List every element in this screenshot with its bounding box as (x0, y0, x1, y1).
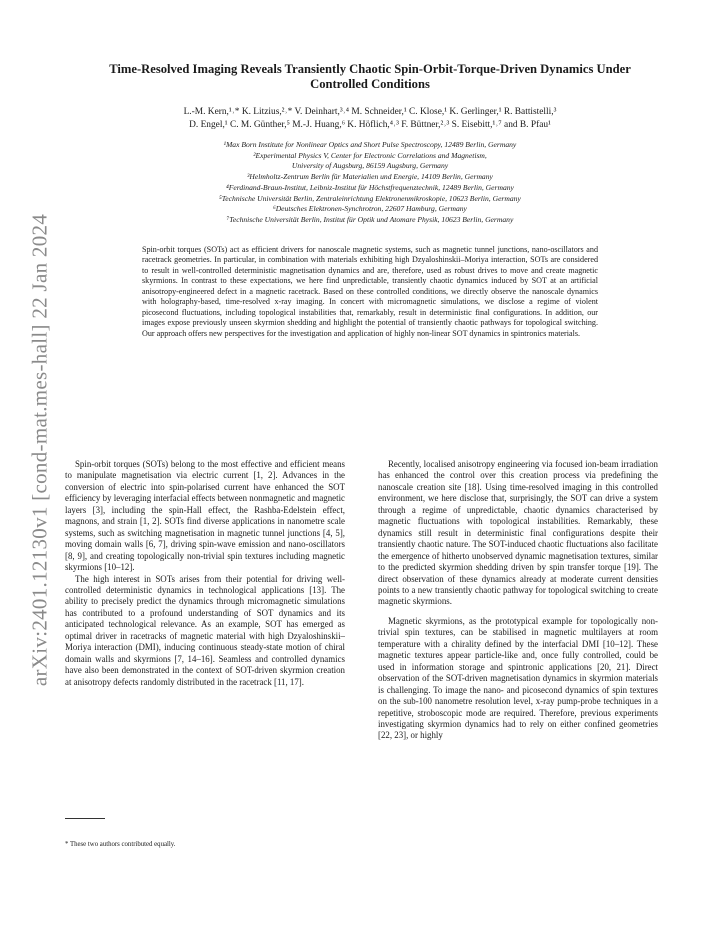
paper-title: Time-Resolved Imaging Reveals Transiently Chaotic Spin-Orbit-Torque-Driven Dynamics Under Controlled Conditions (109, 62, 631, 91)
affiliation: ⁷Technische Universität Berlin, Institut für Optik und Atomare Physik, 10623 Berlin, Germany (226, 214, 514, 224)
affiliation-list (80, 140, 660, 226)
paragraph: Spin-orbit torques (SOTs) belong to the most effective and efficient means to manipulate magnetisation via electric current [1, 2]. Advances in the conversion of electric into spin-polarised current have enhanced the SOT efficiency by leveraging interfacial effects between nonmagnetic and magnetic layers [3], including the spin-Hall effect, the Rashba-Edelstein effect, magnons, and strain [1, 2]. SOTs find diverse applications in nanometre scale systems, such as switching magnetisation in magnetic tunnel junctions [4, 5], moving domain walls [6, 7], driving spin-wave emission and nano-oscillators [8, 9], and creating topologically non-trivial spin textures including magnetic skyrmions [10–12]. (65, 459, 345, 573)
body-column-left (65, 459, 345, 688)
affiliation: ⁴Ferdinand-Braun-Institut, Leibniz-Institut für Höchstfrequenztechnik, 12489 Berlin, Germany (226, 182, 514, 192)
author-line: D. Engel,¹ C. M. Günther,⁵ M.-J. Huang,⁶ K. Höflich,⁴˒³ F. Büttner,²˒³ S. Eisebitt,¹˒⁷ and B. Pfau¹ (189, 120, 551, 130)
paragraph: Recently, localised anisotropy engineering via focused ion-beam irradiation has enhanced the control over this creation process via predefining the nanoscale creation site [18]. Using time-resolved imaging in this controlled environment, we here disclose that, surprisingly, the SOT can drive a system through a regime of unpredictable, chaotic dynamics characterised by magnetic fluctuations with topological instabilities. Remarkably, these dynamics still result in deterministic final configurations despite their transiently chaotic nature. The SOT-induced chaotic fluctuations also facilitate the emergence of hitherto unobserved dynamic magnetisation textures, similar to the predicted skyrmion shedding driven by spin transfer torque [19]. The direct observation of these dynamics already at moderate current densities points to a new transiently chaotic pathway for topological switching to create magnetic skyrmions. (378, 459, 658, 607)
affiliation: ⁵Technische Universität Berlin, Zentraleinrichtung Elektronenmikroskopie, 10623 Berlin, Germany (219, 193, 521, 203)
paragraph: Magnetic skyrmions, as the prototypical example for topologically non-trivial spin textures, can be stabilised in magnetic multilayers at room temperature with a chirality defined by the interfacial DMI [10–12]. These magnetic textures appear particle-like and, once fully controlled, could be used in information storage and spintronic applications [20, 21]. Direct observation of the SOT-driven magnetisation dynamics in skyrmion materials is challenging. To image the nano- and picosecond dynamics of spin textures on the sub-100 nanometre resolution level, x-ray pump-probe techniques in a repetitive, stroboscopic mode are required. Therefore, previous experiments investigating skyrmion dynamics had to rely on either confined geometries [22, 23], or highly (378, 615, 658, 741)
body-column-right (378, 459, 658, 742)
affiliation: ²Experimental Physics V, Center for Electronic Correlations and Magnetism, (253, 150, 487, 160)
footnote-divider (65, 818, 105, 819)
abstract: Spin-orbit torques (SOTs) act as efficient drivers for nanoscale magnetic systems, such as magnetic tunnel junctions, nano-oscillators and racetrack geometries. In particular, in combination with materials exhibiting high Dzyaloshinskii–Moriya interaction, SOTs are considered to result in well-controlled deterministic magnetisation dynamics and are, therefore, used as robust drives to move and create magnetic skyrmions. In contrast to these expectations, we here find unpredictable, transiently chaotic dynamics induced by SOT at an artificial anisotropy-engineered defect in a magnetic racetrack. Based on these controlled conditions, we directly observe the nanoscale dynamics with holography-based, time-resolved x-ray imaging. In concert with micromagnetic simulations, we disclose a regime of violent picosecond fluctuations, including topological instabilities that, remarkably, result in deterministic final configurations. In addition, our images expose previously unseen skyrmion shedding and highlight the potential of transiently chaotic pathways for topological switching. Our approach offers new perspectives for the investigation and application of highly non-linear SOT dynamics in spintronics materials. (142, 245, 598, 338)
affiliation: ¹Max Born Institute for Nonlinear Optics and Short Pulse Spectroscopy, 12489 Berlin, Germany (223, 140, 517, 149)
arxiv-sidebar (10, 190, 70, 710)
affiliation: ⁶Deutsches Elektronen-Synchrotron, 22607 Hamburg, Germany (273, 204, 467, 214)
footnote: * These two authors contributed equally. (65, 841, 176, 848)
affiliation: University of Augsburg, 86159 Augsburg, Germany (291, 161, 449, 171)
affiliation: ³Helmholtz-Zentrum Berlin für Materialien und Energie, 14109 Berlin, Germany (247, 172, 493, 182)
author-line: L.-M. Kern,¹˒* K. Litzius,²˒* V. Deinhart,³˒⁴ M. Schneider,¹ C. Klose,¹ K. Gerlinger,¹ R. Battistelli,³ (183, 107, 557, 117)
paragraph: The high interest in SOTs arises from their potential for driving well-controlled deterministic dynamics in technological applications [13]. The ability to precisely predict the dynamics through micromagnetic simulations has contributed to a profound understanding of SOT dynamics and its anticipated technological relevance. As an example, SOT has emerged as optimal driver in racetracks of magnetic material with high Dzyaloshinskii–Moriya interaction (DMI), inducing continuous steady-state motion of chiral domain walls and skyrmions [7, 14–16]. Seamless and controlled dynamics have also been demonstrated in the context of SOT-driven skyrmion creation at anisotropy defects randomly distributed in the racetrack [11, 17]. (65, 573, 345, 687)
arxiv-identifier: arXiv:2401.12130v1 [cond-mat.mes-hall] 22 Jan 2024 (27, 213, 52, 687)
author-list (75, 106, 665, 132)
